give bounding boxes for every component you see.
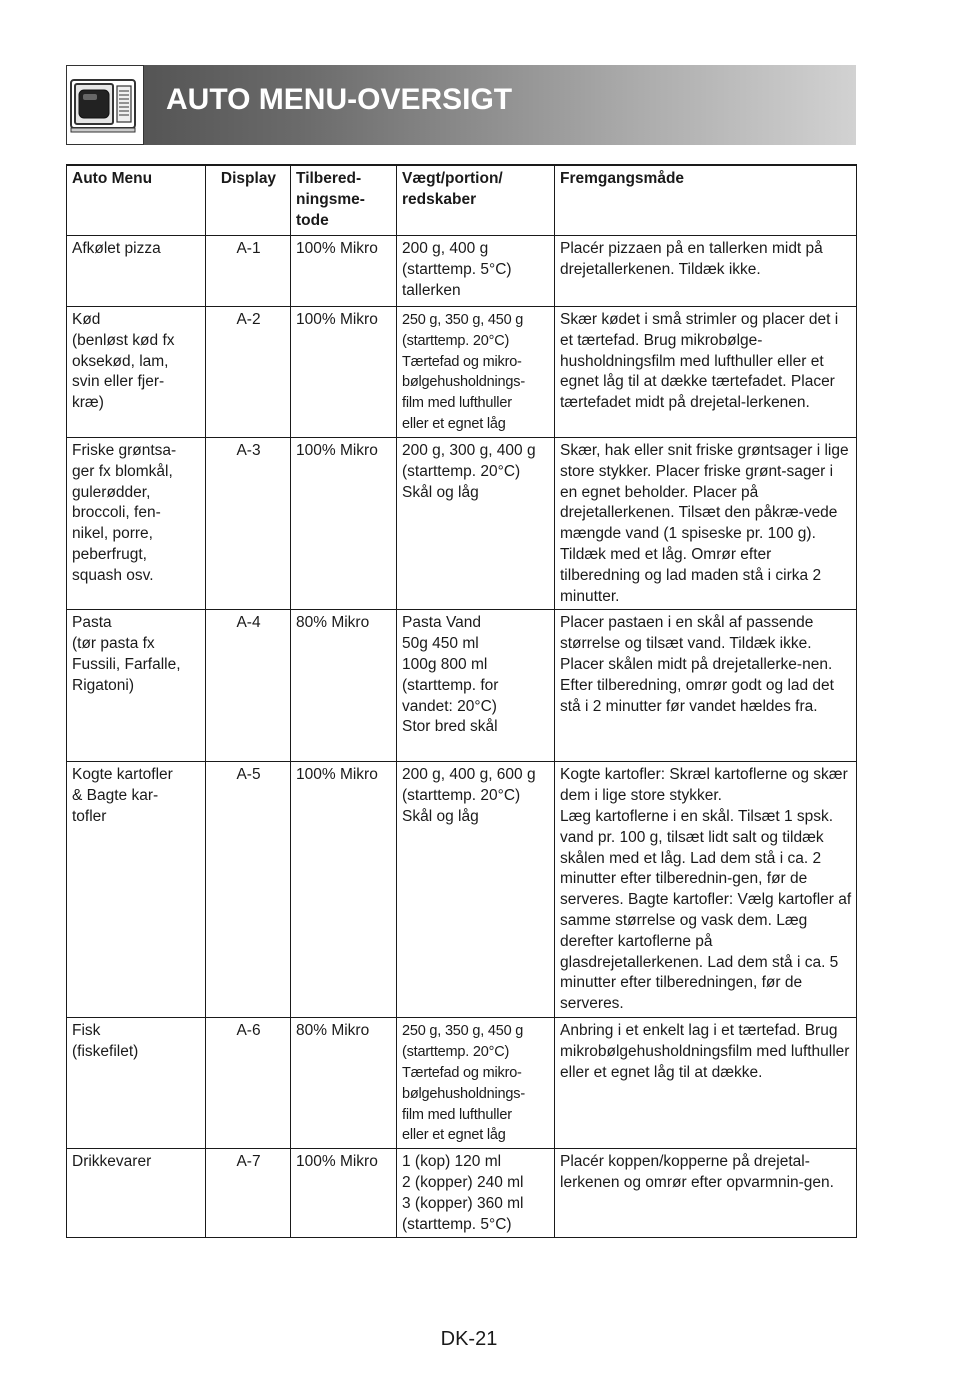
cell-weight: Pasta Vand 50g 450 ml 100g 800 ml (starttemp. for vandet: 20°C) Stor bred skål bbox=[397, 610, 555, 762]
table-row bbox=[67, 236, 857, 307]
cell-display: A-1 bbox=[206, 236, 291, 307]
cell-weight: 1 (kop) 120 ml 2 (kopper) 240 ml 3 (kopper) 360 ml (starttemp. 5°C) bbox=[397, 1149, 555, 1238]
cell-method: 100% Mikro bbox=[291, 762, 397, 1018]
cell-procedure: Anbring i et enkelt lag i et tærtefad. Brug mikrobølgehusholdningsfilm med lufthuller eller et egnet låg til at dække. bbox=[555, 1018, 857, 1149]
cell-menu: Kogte kartofler & Bagte kar- tofler bbox=[67, 762, 206, 1018]
table-row bbox=[67, 610, 857, 762]
cell-menu: Friske grøntsa- ger fx blomkål, gulerødder, broccoli, fen- nikel, porre, peberfrugt, squash osv. bbox=[67, 438, 206, 610]
microwave-icon-box bbox=[66, 65, 144, 145]
page-number-label: DK-21 bbox=[440, 1328, 498, 1350]
page-header-banner bbox=[66, 65, 856, 145]
column-header-display: Display bbox=[206, 165, 291, 236]
column-header-procedure: Fremgangsmåde bbox=[555, 165, 857, 236]
cell-display: A-4 bbox=[206, 610, 291, 762]
cell-procedure: Placér pizzaen på en tallerken midt på drejetallerkenen. Tildæk ikke. bbox=[555, 236, 857, 307]
cell-method: 100% Mikro bbox=[291, 1149, 397, 1238]
page-number bbox=[0, 1328, 954, 1351]
column-header-method: Tilbered- ningsme- tode bbox=[291, 165, 397, 236]
cell-menu: Kød (benløst kød fx oksekød, lam, svin eller fjer- kræ) bbox=[67, 307, 206, 438]
cell-procedure: Placer pastaen i en skål af passende størrelse og tilsæt vand. Tildæk ikke. Placer skålen midt på drejetallerke-nen. Efter tilberedning, omrør godt og lad det stå i 2 minutter før vandet hældes fra. bbox=[555, 610, 857, 762]
cell-weight: 200 g, 400 g (starttemp. 5°C) tallerken bbox=[397, 236, 555, 307]
cell-menu: Fisk (fiskefilet) bbox=[67, 1018, 206, 1149]
cell-display: A-2 bbox=[206, 307, 291, 438]
cell-menu: Drikkevarer bbox=[67, 1149, 206, 1238]
cell-method: 100% Mikro bbox=[291, 438, 397, 610]
cell-menu: Afkølet pizza bbox=[67, 236, 206, 307]
cell-display: A-7 bbox=[206, 1149, 291, 1238]
microwave-icon bbox=[67, 66, 145, 146]
table-row bbox=[67, 1149, 857, 1238]
column-header-weight: Vægt/portion/ redskaber bbox=[397, 165, 555, 236]
table-row bbox=[67, 438, 857, 610]
table-row bbox=[67, 1018, 857, 1149]
cell-procedure: Kogte kartofler: Skræl kartoflerne og skær dem i lige store stykker. Læg kartoflerne i en skål. Tilsæt 1 spsk. vand pr. 100 g, tilsæt lidt salt og tildæk skålen med et låg. Lad dem stå i ca. 2 minutter efter tilberednin-gen, før de serveres. Bagte kartofler: Vælg kartofler af samme størrelse og vask dem. Læg derefter kartoflerne på glasdrejetallerkenen. Lad dem stå i ca. 5 minutter efter tilberedningen, før de serveres. bbox=[555, 762, 857, 1018]
cell-procedure: Skær, hak eller snit friske grøntsager i lige store stykker. Placer friske grønt-sager i en egnet beholder. Placer på drejetallerkenen. Tilsæt den påkræ-vede mængde vand (1 spiseske pr. 100 g). Tildæk med et låg. Omrør efter tilberedning og lad maden stå i cirka 2 minutter. bbox=[555, 438, 857, 610]
table-row bbox=[67, 762, 857, 1018]
cell-procedure: Skær kødet i små strimler og placer det i et tærtefad. Brug mikrobølge-husholdningsfilm med lufthuller eller et egnet låg til at dække tærtefadet. Placer tærtefadet midt på drejetal-lerkenen. bbox=[555, 307, 857, 438]
cell-weight: 200 g, 300 g, 400 g (starttemp. 20°C) Skål og låg bbox=[397, 438, 555, 610]
cell-menu: Pasta (tør pasta fx Fussili, Farfalle, Rigatoni) bbox=[67, 610, 206, 762]
auto-menu-table bbox=[66, 164, 857, 1238]
cell-display: A-6 bbox=[206, 1018, 291, 1149]
column-header-auto-menu: Auto Menu bbox=[67, 165, 206, 236]
cell-weight: 200 g, 400 g, 600 g (starttemp. 20°C) Skål og låg bbox=[397, 762, 555, 1018]
cell-method: 80% Mikro bbox=[291, 610, 397, 762]
cell-weight: 250 g, 350 g, 450 g (starttemp. 20°C) Tærtefad og mikro- bølgehusholdnings- film med lufthuller eller et egnet låg bbox=[397, 307, 555, 438]
page-title: AUTO MENU-OVERSIGT bbox=[166, 83, 513, 116]
cell-display: A-5 bbox=[206, 762, 291, 1018]
cell-weight: 250 g, 350 g, 450 g (starttemp. 20°C) Tærtefad og mikro- bølgehusholdnings- film med lufthuller eller et egnet låg bbox=[397, 1018, 555, 1149]
cell-method: 100% Mikro bbox=[291, 307, 397, 438]
cell-display: A-3 bbox=[206, 438, 291, 610]
cell-method: 100% Mikro bbox=[291, 236, 397, 307]
table-header-row bbox=[67, 165, 857, 236]
table-row bbox=[67, 307, 857, 438]
cell-method: 80% Mikro bbox=[291, 1018, 397, 1149]
cell-procedure: Placér koppen/kopperne på drejetal-lerkenen og omrør efter opvarmnin-gen. bbox=[555, 1149, 857, 1238]
